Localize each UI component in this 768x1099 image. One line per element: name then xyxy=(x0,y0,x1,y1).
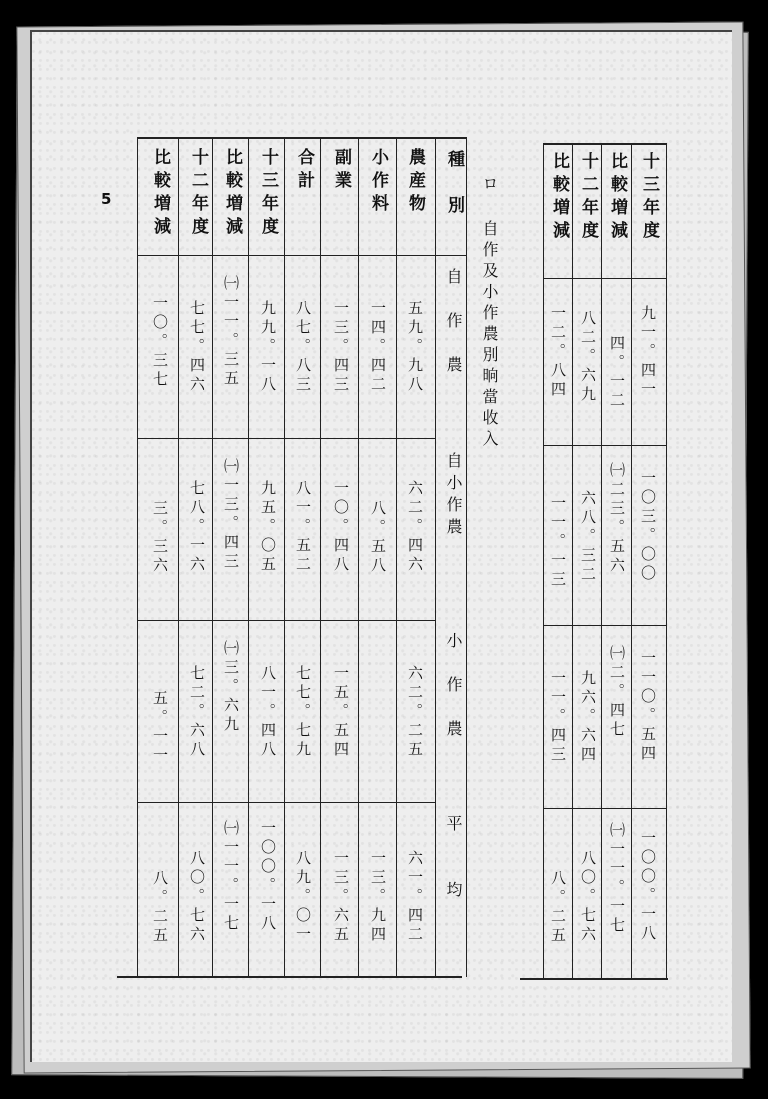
table-cell: 七二。六八 xyxy=(188,665,206,760)
table-cell: 一〇〇。一八 xyxy=(259,820,277,934)
table-cell: 一一。一三 xyxy=(549,495,567,590)
row-label: 十二年度 xyxy=(188,148,208,240)
table-cell: 一〇〇。一八 xyxy=(639,830,657,944)
group-header-kosaku: 小 作 農 xyxy=(444,632,463,742)
table-cell: 八一。五二 xyxy=(294,480,312,575)
table-rule xyxy=(543,808,667,809)
page-number: 5 xyxy=(101,190,112,208)
table-cell: 一〇。三七 xyxy=(151,295,169,390)
row-label: 比較増減 xyxy=(222,148,242,240)
table-rule xyxy=(137,620,435,621)
table-cell: 一二。八四 xyxy=(549,305,567,400)
group-header-jisaku: 自 作 農 xyxy=(444,268,463,378)
table-cell: 一五。五四 xyxy=(332,665,350,760)
table-rule xyxy=(543,278,667,279)
table-cell: 八。二五 xyxy=(549,870,567,946)
table-rule xyxy=(212,137,213,977)
table-cell: 八。五八 xyxy=(369,500,387,576)
table-cell: ㈠一三。四三 xyxy=(222,458,240,572)
table-rule xyxy=(543,445,667,446)
row-label: 農産物 xyxy=(405,148,425,217)
table-cell: 七七。七九 xyxy=(294,665,312,760)
table-cell: 八〇。七六 xyxy=(579,850,597,945)
table-rule xyxy=(543,625,667,626)
row-label: 十二年度 xyxy=(578,152,598,244)
stub-header: 種 別 xyxy=(444,150,464,219)
table-rule xyxy=(543,143,667,145)
table-rule xyxy=(396,137,397,977)
table-rule xyxy=(178,137,179,977)
table-cell: 九一。四一 xyxy=(639,305,657,400)
row-label: 小作料 xyxy=(368,148,388,217)
table-cell: 一〇三。〇〇 xyxy=(639,470,657,584)
table-cell: 四。一二 xyxy=(608,335,626,411)
row-label: 合計 xyxy=(294,148,314,194)
table-cell: 八九。〇一 xyxy=(294,850,312,945)
table-cell: 八。二五 xyxy=(151,870,169,946)
row-label: 副業 xyxy=(331,148,351,194)
section-title: ロ 自作及小作農別晌當收入 xyxy=(480,175,499,451)
table-cell: ㈠二。四七 xyxy=(608,645,626,740)
table-cell: 九六。六四 xyxy=(579,670,597,765)
table-cell: 六八。三二 xyxy=(579,490,597,585)
table-cell: 七七。四六 xyxy=(188,300,206,395)
table-cell: 一三。九四 xyxy=(369,850,387,945)
table-cell: 七八。一六 xyxy=(188,480,206,575)
table-cell: ㈠一一。一七 xyxy=(608,822,626,936)
row-label: 十三年度 xyxy=(639,152,659,244)
table-rule xyxy=(137,438,435,439)
table-cell: 一〇。四八 xyxy=(332,480,350,575)
table-cell: 八二。六九 xyxy=(579,310,597,405)
group-header-heikin: 平 均 xyxy=(444,815,463,903)
table-cell: ㈠二三。五六 xyxy=(608,462,626,576)
row-label: 比較増減 xyxy=(607,152,627,244)
table-cell: ㈠三。六九 xyxy=(222,640,240,735)
table-rule xyxy=(666,143,667,979)
table-rule xyxy=(466,137,467,977)
table-cell: 六二。二五 xyxy=(406,665,424,760)
table-rule xyxy=(137,137,467,139)
table-cell: ㈠一一。三五 xyxy=(222,275,240,389)
table-cell: 一三。六五 xyxy=(332,850,350,945)
row-label: 比較増減 xyxy=(150,148,170,240)
table-rule xyxy=(137,137,138,977)
table-rule xyxy=(320,137,321,977)
table-rule xyxy=(117,976,462,978)
table-cell: 一四。四二 xyxy=(369,300,387,395)
table-cell: 九五。〇五 xyxy=(259,480,277,575)
table-cell: 八一。四八 xyxy=(259,665,277,760)
row-label: 比較増減 xyxy=(549,152,569,244)
table-cell: 五。一一 xyxy=(151,690,169,766)
table-rule xyxy=(543,143,544,979)
table-rule xyxy=(137,255,467,256)
table-cell: 六二。四六 xyxy=(406,480,424,575)
table-cell: ㈠一一。一七 xyxy=(222,820,240,934)
table-cell: 八〇。七六 xyxy=(188,850,206,945)
group-header-jikosaku: 自小作農 xyxy=(444,452,463,540)
table-rule xyxy=(248,137,249,977)
table-rule xyxy=(601,143,602,979)
table-cell: 六一。四二 xyxy=(406,850,424,945)
table-rule xyxy=(435,137,436,977)
table-rule xyxy=(572,143,573,979)
table-cell: 一一〇。五四 xyxy=(639,650,657,764)
table-rule xyxy=(631,143,632,979)
table-cell: 三。三六 xyxy=(151,500,169,576)
table-rule xyxy=(358,137,359,977)
row-label: 十三年度 xyxy=(258,148,278,240)
table-cell: 八七。八三 xyxy=(294,300,312,395)
table-rule xyxy=(284,137,285,977)
table-rule xyxy=(137,802,435,803)
table-cell: 五九。九八 xyxy=(406,300,424,395)
table-cell: 九九。一八 xyxy=(259,300,277,395)
table-cell: 一一。四三 xyxy=(549,670,567,765)
table-cell: 一三。四三 xyxy=(332,300,350,395)
